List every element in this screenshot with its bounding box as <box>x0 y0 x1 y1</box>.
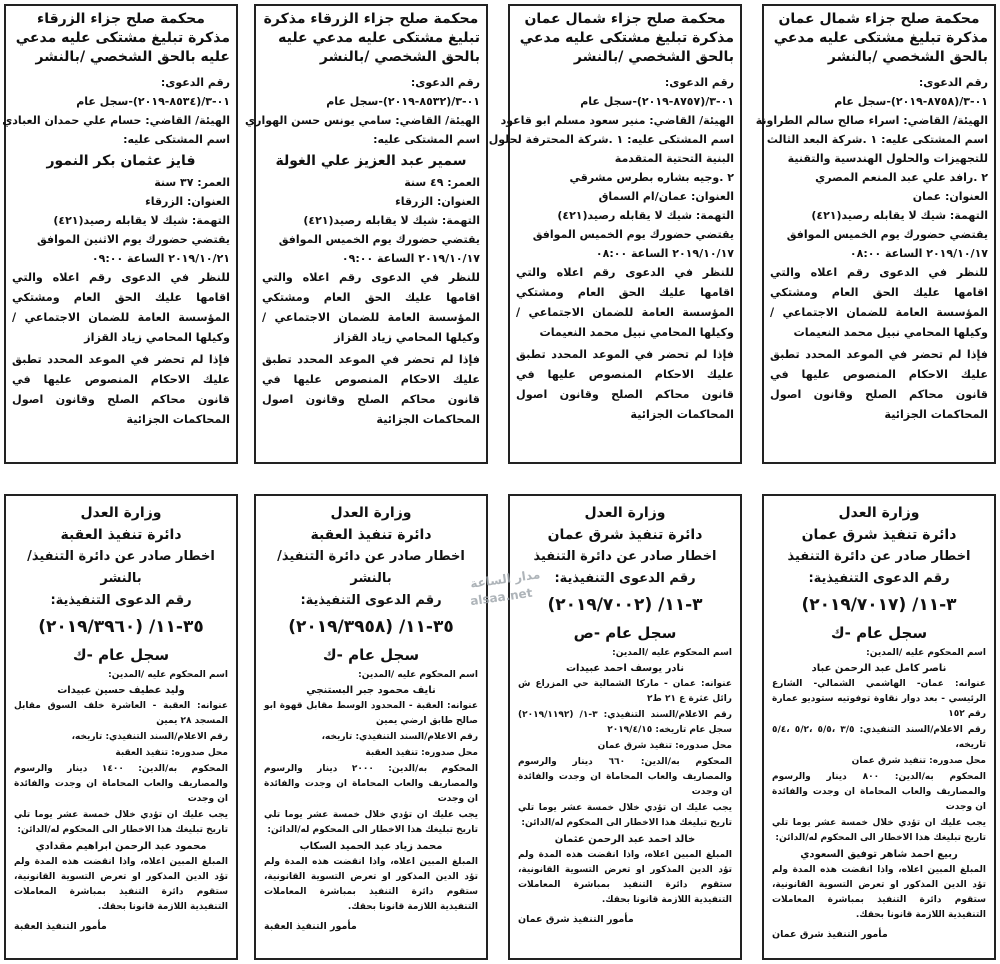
amount: المحكوم به/الدين: ٢٠٠٠ دينار والرسوم والمصاريف والعاب المحاماة ان وجدت والفائدة ان وجدت <box>264 764 479 804</box>
notice-title: اخطار صادر عن دائرة التنفيذ <box>533 549 717 564</box>
attendance: يقتضي حضورك يوم الخميس الموافق <box>786 228 988 241</box>
charge: التهمة: شيك لا يقابله رصيد(٤٢١) <box>811 209 988 222</box>
case-number: ٣-١١/ (٢٠١٩/٧٠١٧) <box>801 595 957 615</box>
debtor-label: اسم المحكوم عليه /المدين: <box>866 648 986 658</box>
hearing-date: ٢٠١٩/١٠/١٧ الساعة ٠٨:٠٠ <box>849 247 988 260</box>
debtor-address: عنوانه: عمان - ماركا الشمالية حي المزراع ش رائل عثرة ع ٢١ ط٢ <box>518 679 732 704</box>
address: العنوان: الزرقاء <box>145 195 230 208</box>
court-notice-3 <box>245 4 488 464</box>
debtor-address: عنوانه: عمان- الهاشمي الشمالي- الشارع الرئيسي - بعد دوار نقاوة توفوتيه ستوديو عمارة رقم ١٥٢ <box>772 679 986 719</box>
amount: المحكوم به/الدين: ٨٠٠ دينار والرسوم والمصاريف والعاب المحاماة ان وجدت والفائدة ان وجدت <box>772 772 987 812</box>
amount: المحكوم به/الدين: ٦٦٠ دينار والرسوم والمصاريف والعاب المحاماة ان وجدت والفائدة ان وجدت <box>518 757 733 797</box>
pay-instruction: يجب عليك ان تؤدي خلال خمسة عشر يوما تلي تاريخ تبليغك هذا الاخطار الى المحكوم له/الدائن: <box>772 818 986 843</box>
bond: رقم الاعلام/السند التنفيذي: ٣/٥ ،٥/٥ ،٥/٢ ،٥/٤ تاريخه، <box>772 725 986 750</box>
debtor-name: نادر يوسف احمد عبيدات <box>566 663 684 674</box>
watermark-ar: مدار الساعة <box>469 567 542 591</box>
register: سجل عام -ك <box>322 646 420 664</box>
defendant-label: اسم المشتكى عليه: <box>373 133 480 146</box>
officer: مأمور التنفيذ شرق عمان <box>772 929 888 940</box>
pay-instruction: يجب عليك ان تؤدي خلال خمسة عشر يوما تلي تاريخ تبليغك هذا الاخطار الى المحكوم له/الدائن: <box>518 803 732 828</box>
title-line-2: مذكرة تبليغ مشتكى عليه مدعي <box>773 30 988 46</box>
exec-notice-4 <box>4 494 238 960</box>
title-line-1: محكمة صلح جزاء شمال عمان <box>524 11 726 27</box>
debtor-address: عنوانه: العقبة - المحدود الوسط مقابل قهوة ابو صالح طابق ارضي يمين <box>264 701 478 726</box>
defendant-age: العمر: ٤٩ سنة <box>404 176 480 189</box>
register: سجل عام -ص <box>573 624 677 642</box>
exec-notice-2 <box>508 494 742 960</box>
notice-warning: فإذا لم تحضر في الموعد المحدد تطبق عليك الاحكام المنصوص عليها في قانون محاكم الصلح وقانون اصول المحاكمات الجزائية <box>516 348 734 421</box>
case-label: رقم الدعوى: <box>664 76 734 89</box>
defendant-name: البنية التحتية المتقدمة <box>614 152 734 165</box>
case-number: ٣-١١/ (٢٠١٩/٧٠٠٢) <box>547 595 703 615</box>
notice-title: اخطار صادر عن دائرة التنفيذ <box>787 549 971 564</box>
pay-instruction: يجب عليك ان تؤدي خلال خمسة عشر يوما تلي تاريخ تبليغك هذا الاخطار الى المحكوم له/الدائن: <box>14 810 228 835</box>
ministry: وزارة العدل <box>584 505 666 521</box>
notice-body: للنظر في الدعوى رقم اعلاه والتي اقامها عليك الحق العام ومشتكي المؤسسة العامة للضمان الاجتماعي /وكيلها المحامي نبيل محمد النعيمات <box>516 266 734 339</box>
court-notice-4 <box>4 4 238 464</box>
notice-title <box>262 10 480 67</box>
judge: الهيئة/ القاضي: حسام علي حمدان العبادي <box>2 114 230 127</box>
department: دائرة تنفيذ شرق عمان <box>547 527 703 543</box>
exec-notice-1 <box>762 494 996 960</box>
title-line-1: محكمة صلح جزاء شمال عمان <box>778 11 980 27</box>
closing-text: المبلغ المبين اعلاه، واذا انقضت هذه المدة ولم تؤد الدين المذكور او تعرض التسوية القانونية، ستقوم دائرة التنفيذ بمباشرة المعاملات التنفيذية اللازمة قانونا بحقك. <box>14 857 228 912</box>
title-line-1: محكمة صلح جزاء الزرقاء مذكرة <box>263 11 479 27</box>
title-line-3: بالحق الشخصي /بالنشر <box>319 49 480 65</box>
court-notice-1 <box>755 4 996 464</box>
notice-body: للنظر في الدعوى رقم اعلاه والتي اقامها عليك الحق العام ومشتكي المؤسسة العامة للضمان الاجتماعي /وكيلها المحامي نبيل محمد النعيمات <box>770 266 988 339</box>
case-number: ٠١-٣/(٨٥٣٤-٢٠١٩)-سجل عام <box>76 95 230 108</box>
defendant-extra: ٢ .وجيه بشاره بطرس مشرقي <box>569 171 734 184</box>
department: دائرة تنفيذ شرق عمان <box>801 527 957 543</box>
notice-body: للنظر في الدعوى رقم اعلاه والتي اقامها عليك الحق العام ومشتكي المؤسسة العامة للضمان الاجتماعي /وكيلها المحامي زياد القزاز <box>12 271 230 344</box>
register: سجل عام -ك <box>830 624 928 642</box>
bond: رقم الاعلام/السند التنفيذي: تاريخه، <box>71 732 228 742</box>
pay-instruction: يجب عليك ان تؤدي خلال خمسة عشر يوما تلي تاريخ تبليغك هذا الاخطار الى المحكوم له/الدائن: <box>264 810 478 835</box>
court-notice-2 <box>488 4 742 464</box>
issuer: محل صدوره: تنفيذ شرق عمان <box>597 741 732 751</box>
notice-warning: فإذا لم تحضر في الموعد المحدد تطبق عليك الاحكام المنصوص عليها في قانون محاكم الصلح وقانون اصول المحاكمات الجزائية <box>770 348 988 421</box>
charge: التهمة: شيك لا يقابله رصيد(٤٢١) <box>303 214 480 227</box>
debtor-address: عنوانه: العقبة - العاشرة خلف السوق مقابل المسجد ٢٨ يمين <box>14 701 228 726</box>
closing-text: المبلغ المبين اعلاه، واذا انقضت هذه المدة ولم تؤد الدين المذكور او تعرض التسوية القانونية، ستقوم دائرة التنفيذ بمباشرة المعاملات التنفيذية اللازمة قانونا بحقك. <box>518 850 732 905</box>
charge: التهمة: شيك لا يقابله رصيد(٤٢١) <box>557 209 734 222</box>
title-line-2: تبليغ مشتكى عليه مدعي عليه <box>278 30 480 46</box>
case-number: ٠١-٣/(٨٥٣٢-٢٠١٩)-سجل عام <box>326 95 480 108</box>
address: العنوان: عمان/ام السماق <box>598 190 734 203</box>
case-label: رقم الدعوى: <box>410 76 480 89</box>
title-line-1: محكمة صلح جزاء الزرقاء <box>37 11 205 27</box>
case-label: رقم الدعوى التنفيذية: <box>300 593 442 608</box>
case-number: ٠١-٣/(٨٧٥٨-٢٠١٩)-سجل عام <box>834 95 988 108</box>
debtor-label: اسم المحكوم عليه /المدين: <box>108 670 228 680</box>
case-label: رقم الدعوى التنفيذية: <box>808 571 950 586</box>
address: العنوان: الزرقاء <box>395 195 480 208</box>
hearing-date: ٢٠١٩/١٠/٢١ الساعة ٠٩:٠٠ <box>91 252 230 265</box>
attendance: يقتضي حضورك يوم الاثنين الموافق <box>36 233 230 246</box>
creditor-name: محمد زياد عبد الحميد السكاب <box>299 841 443 852</box>
debtor-name: نايف محمود جبر البستنجي <box>306 685 436 696</box>
debtor-label: اسم المحكوم عليه /المدين: <box>358 670 478 680</box>
defendant-label: اسم المشتكى عليه: ١ .شركة المحترفة لحلول <box>488 133 734 146</box>
ministry: وزارة العدل <box>838 505 920 521</box>
defendant-age: العمر: ٣٧ سنة <box>154 176 230 189</box>
title-line-3: بالحق الشخصي /بالنشر <box>827 49 988 65</box>
case-label: رقم الدعوى: <box>160 76 230 89</box>
notice-title <box>12 10 230 67</box>
hearing-date: ٢٠١٩/١٠/١٧ الساعة ٠٨:٠٠ <box>595 247 734 260</box>
department: دائرة تنفيذ العقبة <box>60 527 182 543</box>
watermark-en: alsaa.net <box>469 585 534 609</box>
department: دائرة تنفيذ العقبة <box>310 527 432 543</box>
debtor-name: ناصر كامل عبد الرحمن عباد <box>811 663 947 674</box>
issuer: محل صدوره: تنفيذ العقبة <box>115 748 228 758</box>
title-line-3: بالحق الشخصي /بالنشر <box>573 49 734 65</box>
attendance: يقتضي حضورك يوم الخميس الموافق <box>278 233 480 246</box>
case-number: ٣٥-١١/ (٢٠١٩/٣٩٦٠) <box>38 617 204 637</box>
case-number: ٣٥-١١/ (٢٠١٩/٣٩٥٨) <box>288 617 454 637</box>
title-line-2: مذكرة تبليغ مشتكى عليه مدعي <box>15 30 230 46</box>
notice-title: اخطار صادر عن دائرة التنفيذ/بالنشر <box>27 549 215 586</box>
officer: مأمور التنفيذ العقبة <box>264 921 357 932</box>
bond: رقم الاعلام/السند التنفيذي: ٣-١/ (٢٠١٩/١١٩٢) سجل عام تاريخه: ٢٠١٩/٤/١٥ <box>518 710 732 735</box>
officer: مأمور التنفيذ شرق عمان <box>518 914 634 925</box>
ministry: وزارة العدل <box>80 505 162 521</box>
charge: التهمة: شيك لا يقابله رصيد(٤٢١) <box>53 214 230 227</box>
hearing-date: ٢٠١٩/١٠/١٧ الساعة ٠٩:٠٠ <box>341 252 480 265</box>
creditor-name: خالد احمد عبد الرحمن عثمان <box>554 834 696 845</box>
amount: المحكوم به/الدين: ١٤٠٠ دينار والرسوم والمصاريف والعاب المحاماة ان وجدت والفائدة ان وجدت <box>14 764 229 804</box>
debtor-name: وليد عطيف حسين عبيدات <box>57 685 185 696</box>
creditor-name: ربيع احمد شاهر توفيق السعودي <box>800 849 958 860</box>
register: سجل عام -ك <box>72 646 170 664</box>
case-label: رقم الدعوى: <box>918 76 988 89</box>
defendant-name: فايز عثمان بكر النمور <box>46 153 196 169</box>
notice-body: للنظر في الدعوى رقم اعلاه والتي اقامها عليك الحق العام ومشتكي المؤسسة العامة للضمان الاجتماعي /وكيلها المحامي زياد القزاز <box>262 271 480 344</box>
judge: الهيئة/ القاضي: سامي يونس حسن الهواري <box>245 114 480 127</box>
defendant-label: اسم المشتكى عليه: ١ .شركة البعد الثالث <box>766 133 988 146</box>
exec-notice-3 <box>254 494 488 960</box>
creditor-name: محمود عبد الرحمن ابراهيم مقدادي <box>35 841 207 852</box>
issuer: محل صدوره: تنفيذ العقبة <box>365 748 478 758</box>
title-line-2: مذكرة تبليغ مشتكى عليه مدعي <box>519 30 734 46</box>
closing-text: المبلغ المبين اعلاه، واذا انقضت هذه المدة ولم تؤد الدين المذكور او تعرض التسوية القانونية، ستقوم دائرة التنفيذ بمباشرة المعاملات التنفيذية اللازمة قانونا بحقك. <box>264 857 478 912</box>
bond: رقم الاعلام/السند التنفيذي: تاريخه، <box>321 732 478 742</box>
defendant-name: سمير عبد العزيز علي الغولة <box>275 153 467 169</box>
defendant-extra: ٢ .رافد علي عبد المنعم المصري <box>815 171 988 184</box>
defendant-label: اسم المشتكى عليه: <box>123 133 230 146</box>
attendance: يقتضي حضورك يوم الخميس الموافق <box>532 228 734 241</box>
closing-text: المبلغ المبين اعلاه، واذا انقضت هذه المدة ولم تؤد الدين المذكور او تعرض التسوية القانونية، ستقوم دائرة التنفيذ بمباشرة المعاملات التنفيذية اللازمة قانونا بحقك. <box>772 865 986 920</box>
address: العنوان: عمان <box>912 190 988 203</box>
title-line-3: عليه بالحق الشخصي /بالنشر <box>35 49 230 65</box>
debtor-label: اسم المحكوم عليه /المدين: <box>612 648 732 658</box>
issuer: محل صدوره: تنفيذ شرق عمان <box>851 756 986 766</box>
notice-title <box>516 10 734 67</box>
notice-warning: فإذا لم تحضر في الموعد المحدد تطبق عليك الاحكام المنصوص عليها في قانون محاكم الصلح وقانون اصول المحاكمات الجزائية <box>262 353 480 426</box>
notice-warning: فإذا لم تحضر في الموعد المحدد تطبق عليك الاحكام المنصوص عليها في قانون محاكم الصلح وقانون اصول المحاكمات الجزائية <box>12 353 230 426</box>
defendant-name: للتجهيزات والحلول الهندسية والتقنية <box>787 152 988 165</box>
notice-title: اخطار صادر عن دائرة التنفيذ/بالنشر <box>277 549 465 586</box>
judge: الهيئة/ القاضي: منير سعود مسلم ابو قاعود <box>500 114 734 127</box>
case-number: ٠١-٣/(٨٧٥٧-٢٠١٩)-سجل عام <box>580 95 734 108</box>
notice-title <box>770 10 988 67</box>
case-label: رقم الدعوى التنفيذية: <box>50 593 192 608</box>
judge: الهيئة/ القاضي: اسراء صالح سالم الطراونة <box>755 114 988 127</box>
officer: مأمور التنفيذ العقبة <box>14 921 107 932</box>
ministry: وزارة العدل <box>330 505 412 521</box>
case-label: رقم الدعوى التنفيذية: <box>554 571 696 586</box>
